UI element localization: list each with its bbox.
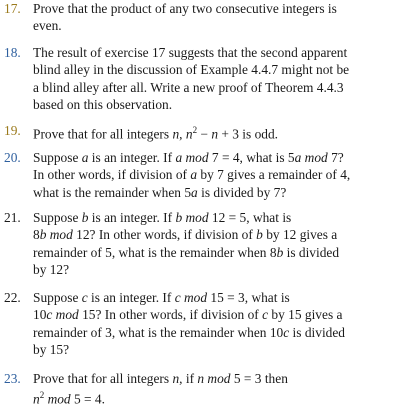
exercise-text [33,149,368,201]
exercise-line: Prove that for all integers n, $n^2 - n + 3$ is odd. [33,125,279,142]
exercise-20 [4,149,368,201]
exercise-line: by 15? [33,341,70,357]
exercise-line: based on this observation. [33,96,173,112]
exercise-18 [4,44,368,113]
exercise-line: $n^2$ mod 5 = 4. [33,390,105,407]
exercise-line: 8b mod 12? In other words, if division of b by 12 gives a [33,227,338,243]
exercise-text [33,44,368,113]
exercise-number: 17. [4,1,21,16]
exercise-line: Prove that the product of any two consecutive integers is [33,1,337,16]
exercise-line: blind alley in the discussion of Example 4.4.7 might not be [33,62,350,78]
exercise-line: remainder of 3, what is the remainder when 10c is divided [33,324,345,340]
exercise-17 [4,0,368,35]
exercise-19 [4,122,368,143]
exercise-line: remainder of 5, what is the remainder when 8b is divided [33,244,340,260]
exercise-line: Suppose b is an integer. If b mod 12 = 5, what is [33,210,292,225]
exercise-number: 23. [4,371,21,386]
exercise-number: 18. [4,45,21,60]
exercise-line: The result of exercise 17 suggests that the second apparent [33,45,348,60]
exercise-number: 21. [4,210,21,225]
exercise-line: Prove that for all integers n, if n mod 5 = 3 then [33,371,288,386]
exercise-text [33,209,368,278]
exercise-line: even. [33,18,62,34]
exercise-line: a blind alley after all. Write a new proof of Theorem 4.4.3 [33,79,344,95]
exercise-line: 10c mod 15? In other words, if division of c by 15 gives a [33,307,343,323]
exercise-line: what is the remainder when 5a is divided by 7? [33,184,287,200]
exercise-text [33,289,368,358]
exercise-line: by 12? [33,261,70,277]
exercise-23 [4,370,368,408]
exercise-22 [4,289,368,358]
exercise-line: In other words, if division of a by 7 gives a remainder of 4, [33,167,351,183]
exercise-text [33,122,368,143]
exercise-number: 20. [4,150,21,165]
exercise-text [33,370,368,408]
exercise-line: Suppose a is an integer. If a mod 7 = 4, what is 5a mod 7? [33,150,344,165]
exercise-21 [4,209,368,278]
exercise-line: Suppose c is an integer. If c mod 15 = 3, what is [33,290,290,305]
exercise-text [33,0,368,35]
exercise-number: 22. [4,290,21,305]
exercise-number: 19. [4,123,21,138]
